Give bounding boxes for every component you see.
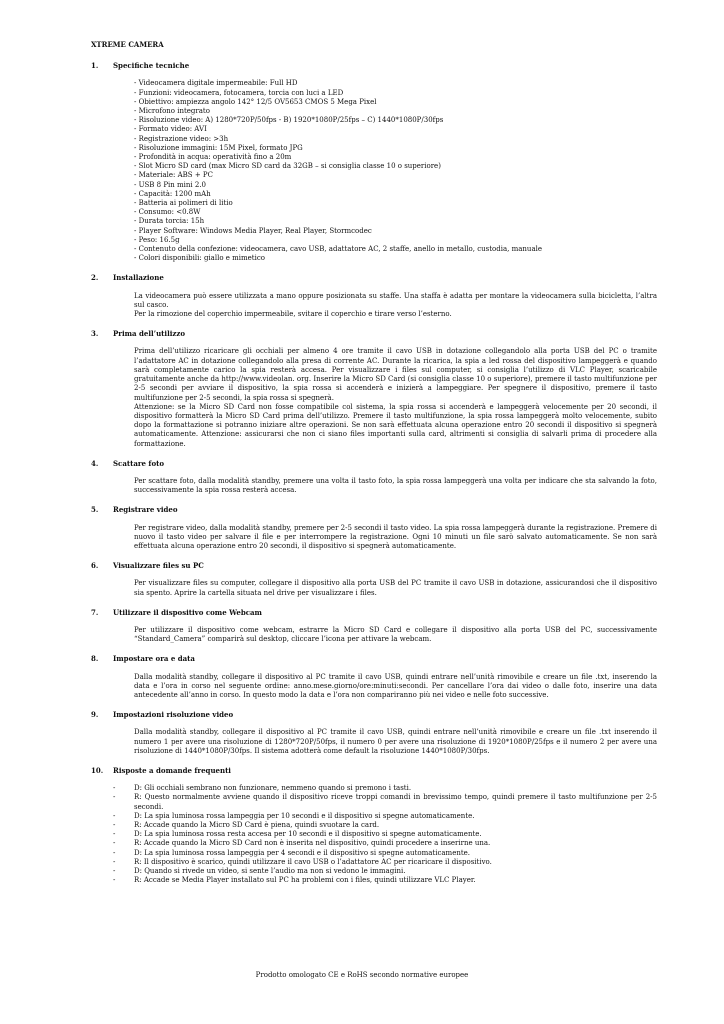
section-title: Scattare foto	[113, 458, 165, 468]
paragraph: Prima dell’utilizzo ricaricare gli occhiali per almeno 4 ore tramite il cavo USB in dotazione collegandolo alla porta USB del PC o tramite l’adattatore AC in dotazione collegandolo alla presa di corrente AC. Durante la ricarica, la spia a led rossa del dispositivo lampeggerà e quando sarà completamente carico la spia resterà accesa. Per visualizzare i files sul computer, si consiglia l’utilizzo di VLC Player, scaricabile gratuitamente anche da http://www.videolan. org. Inserire la Micro SD Card (si consiglia classe 10 o superiore), premere il tasto multifunzione per 2-5 secondi per avviare il dispositivo, la spia rossa si accenderà e inizierà a lampeggiare. Per spegnere il dispositivo, premere il tasto multifunzione per 2-5 secondi, la spia rossa si spegnerà.	[134, 347, 657, 402]
paragraph: Per scattare foto, dalla modalità standby, premere una volta il tasto foto, la spia rossa lampeggerà una volta per indicare che sta salvando la foto, successivamente la spia rossa resterà accesa.	[134, 476, 657, 495]
paragraph: Attenzione: se la Micro SD Card non fosse compatibile col sistema, la spia rossa si accenderà e lampeggerà velocemente per 20 secondi, il dispositivo formatterà la Micro SD Card prima dell’utilizzo. Premere il tasto multifunzione, la spia rossa lampeggerà molto velocemente, subito dopo la formattazione si potranno iniziare altre operazioni. Se non sarà effettuata alcuna operazione entro 20 secondi il dispositivo si spegnerà automaticamente. Attenzione: assicurarsi che non ci siano files importanti sulla card, altrimenti si consiglia di salvarli prima di procedere alla formattazione.	[134, 402, 657, 448]
spec-item: - Videocamera digitale impermeabile: Full HD	[134, 79, 298, 88]
section-number: 8.	[91, 654, 99, 664]
spec-item: - Materiale: ABS + PC	[134, 171, 213, 180]
faq-dash: -	[113, 784, 116, 793]
paragraph: La videocamera può essere utilizzata a mano oppure posizionata su staffe. Una staffa è adatta per montare la videocamera sulla bicicletta, l’altra sul casco.	[134, 291, 657, 309]
spec-item: - Funzioni: videocamera, fotocamera, torcia con luci a LED	[134, 88, 344, 97]
section-body	[134, 626, 657, 644]
section-risoluzione	[91, 710, 657, 756]
faq-text: D: La spia luminosa rossa resta accesa per 10 secondi e il dispositivo si spegne automaticamente.	[134, 830, 482, 839]
section-heading	[91, 654, 657, 663]
section-installazione	[91, 273, 657, 319]
faq-item	[113, 793, 657, 811]
section-number: 1.	[91, 61, 99, 71]
faq-dash: -	[113, 811, 116, 820]
paragraph: Per la rimozione del coperchio impermeabile, svitare il coperchio e tirare verso l’esterno.	[134, 310, 452, 319]
faq-dash: -	[113, 876, 116, 885]
section-heading	[91, 710, 657, 719]
faq-text: R: Questo normalmente avviene quando il dispositivo riceve troppi comandi in brevissimo tempo, quindi premere il tasto multifunzione per 2-5 secondi.	[134, 793, 657, 811]
section-title: Prima dell’utilizzo	[113, 329, 186, 339]
paragraph: Dalla modalità standby, collegare il dispositivo al PC tramite il cavo USB, quindi entrare nell’unità rimovibile e creare un file .txt, inserendo la data e l’ora in corso nel seguente ordine: anno.mese.giorno/ore:minuti:secondi. Per cancellare l’ora dai video o dalle foto, inserire una data antecedente all’anno in corso. In questo modo la data e l’ora non compariranno più nei video e nelle foto successive.	[134, 672, 657, 699]
spec-item: - Colori disponibili: giallo e mimetico	[134, 254, 265, 263]
section-faq	[91, 766, 657, 885]
section-number: 7.	[91, 607, 99, 617]
faq-item	[113, 830, 657, 839]
spec-item: - Formato video: AVI	[134, 125, 207, 134]
paragraph: Per registrare video, dalla modalità standby, premere per 2-5 secondi il tasto video. La spia rossa lampeggerà durante la registrazione. Premere di nuovo il tasto video per salvare il file e per interrompere la registrazione. Ogni 10 minuti un file sarò salvato automaticamente. Se non sarà effettuata alcuna operazione entro 20 secondi, il dispositivo si spegnerà automaticamente.	[134, 523, 657, 550]
section-heading	[91, 61, 657, 70]
spec-item: - Consumo: <0.8W	[134, 208, 201, 217]
spec-item: - Batteria ai polimeri di litio	[134, 199, 233, 208]
faq-item	[113, 876, 657, 885]
section-number: 3.	[91, 329, 99, 339]
section-prima-utilizzo	[91, 329, 657, 448]
section-number: 6.	[91, 561, 99, 571]
section-heading	[91, 459, 657, 468]
paragraph: Per utilizzare il dispositivo come webcam, estrarre la Micro SD Card e collegare il dispositivo alla porta USB del PC, successivamente “Standard_Camera” comparirà sul desktop, cliccare l’icona per attivare la webcam.	[134, 625, 657, 644]
faq-item	[113, 784, 657, 793]
spec-item: - Risoluzione video: A) 1280*720P/50fps - B) 1920*1080P/25fps – C) 1440*1080P/30fps	[134, 116, 444, 125]
section-body	[134, 579, 657, 597]
faq-text: R: Il dispositivo è scarico, quindi utilizzare il cavo USB o l’adattatore AC per ricaricare il dispositivo.	[134, 857, 492, 866]
section-title: Risposte a domande frequenti	[113, 765, 231, 775]
paragraph: Per visualizzare files su computer, collegare il dispositivo alla porta USB del PC tramite il cavo USB in dotazione, assicurandosi che il dispositivo sia spento. Aprire la cartella situata nel drive per visualizzare i files.	[134, 579, 657, 597]
faq-dash: -	[113, 793, 116, 802]
faq-dash: -	[113, 839, 116, 848]
spec-item: - Capacità: 1200 mAh	[134, 189, 211, 198]
section-title: Utilizzare il dispositivo come Webcam	[113, 607, 262, 617]
section-number: 10.	[91, 765, 104, 775]
spec-list	[134, 79, 657, 263]
section-title: Impostare ora e data	[113, 654, 195, 664]
faq-text: D: Quando si rivede un video, si sente l’audio ma non si vedono le immagini.	[134, 867, 406, 876]
section-body	[134, 292, 657, 320]
section-title: Visualizzare files su PC	[113, 561, 204, 571]
section-webcam	[91, 608, 657, 645]
faq-item	[113, 858, 657, 867]
section-body	[134, 728, 657, 756]
section-title: Specifiche tecniche	[113, 61, 190, 71]
section-number: 2.	[91, 273, 99, 283]
faq-text: R: Accade quando la Micro SD Card è piena, quindi svuotare la card.	[134, 821, 380, 829]
section-number: 5.	[91, 505, 99, 515]
section-number: 4.	[91, 458, 99, 468]
faq-dash: -	[113, 867, 116, 876]
faq-text: D: La spia luminosa rossa lampeggia per 4 secondi e il dispositivo si spegne automaticamente.	[134, 848, 471, 857]
faq-dash: -	[113, 857, 116, 866]
section-heading	[91, 608, 657, 617]
faq-text: R: Accade se Media Player installato sul PC ha problemi con i files, quindi utilizzare VLC Player.	[134, 876, 476, 885]
spec-item: - Registrazione video: >3h	[134, 134, 229, 143]
section-body	[134, 673, 657, 701]
section-number: 9.	[91, 710, 99, 720]
section-body	[134, 347, 657, 448]
spec-item: - Player Software: Windows Media Player, Real Player, Stormcodec	[134, 226, 372, 235]
section-registrare-video	[91, 505, 657, 551]
section-visualizzare-files	[91, 561, 657, 598]
faq-item	[113, 821, 657, 830]
section-title: Installazione	[113, 273, 164, 283]
faq-dash: -	[113, 830, 116, 839]
document-page	[91, 40, 657, 895]
section-heading	[91, 505, 657, 514]
spec-item: - Contenuto della confezione: videocamera, cavo USB, adattatore AC, 2 staffe, anello in metallo, custodia, manuale	[134, 245, 542, 254]
section-title: Impostazioni risoluzione video	[113, 710, 234, 720]
section-body	[134, 524, 657, 552]
spec-item: - Obiettivo: ampiezza angolo 142° 12/5 OV5653 CMOS 5 Mega Pixel	[134, 97, 377, 106]
faq-item	[113, 839, 657, 848]
page-footer: Prodotto omologato CE e RoHS secondo normative europee	[255, 971, 469, 979]
spec-item: - USB 8 Pin mini 2.0	[134, 180, 206, 189]
section-heading	[91, 273, 657, 282]
faq-item	[113, 867, 657, 876]
spec-item: - Microfono integrato	[134, 107, 210, 116]
faq-item	[113, 849, 657, 858]
section-heading	[91, 766, 657, 775]
faq-dash: -	[113, 821, 116, 829]
section-ora-data	[91, 654, 657, 700]
faq-text: D: La spia luminosa rossa lampeggia per 10 secondi e il dispositivo si spegne automaticamente.	[134, 811, 475, 820]
spec-item: - Slot Micro SD card (max Micro SD card da 32GB – si consiglia classe 10 o superiore)	[134, 162, 441, 171]
document-title: XTREME CAMERA	[91, 40, 164, 49]
paragraph: Dalla modalità standby, collegare il dispositivo al PC tramite il cavo USB, quindi entrare nell’unità rimovibile e creare un file .txt inserendo il numero 1 per avere una risoluzione di 1280*720P/50fps, il numero 0 per avere una risoluzione di 1920*1080P/25fps e il numero 2 per avere una risoluzione di 1440*1080P/30fps. Il sistema adotterà come default la risoluzione 1440*1080P/30fps.	[134, 728, 657, 755]
section-body	[134, 477, 657, 495]
section-specifiche	[91, 61, 657, 263]
faq-list	[91, 784, 657, 885]
section-heading	[91, 561, 657, 570]
faq-text: D: Gli occhiali sembrano non funzionare, nemmeno quando si premono i tasti.	[134, 784, 412, 793]
spec-item: - Risoluzione immagini: 15M Pixel, formato JPG	[134, 143, 303, 152]
section-title: Registrare video	[113, 505, 178, 515]
spec-item: - Durata torcia: 15h	[134, 217, 205, 226]
spec-item: - Profondità in acqua: operatività fino a 20m	[134, 153, 292, 162]
spec-item: - Peso: 16.5g	[134, 235, 180, 244]
section-heading	[91, 329, 657, 338]
faq-text: R: Accade quando la Micro SD Card non è inserita nel dispositivo, quindi procedere a inserirne una.	[134, 839, 491, 848]
section-scattare-foto	[91, 459, 657, 496]
faq-item	[113, 812, 657, 821]
faq-dash: -	[113, 848, 116, 857]
